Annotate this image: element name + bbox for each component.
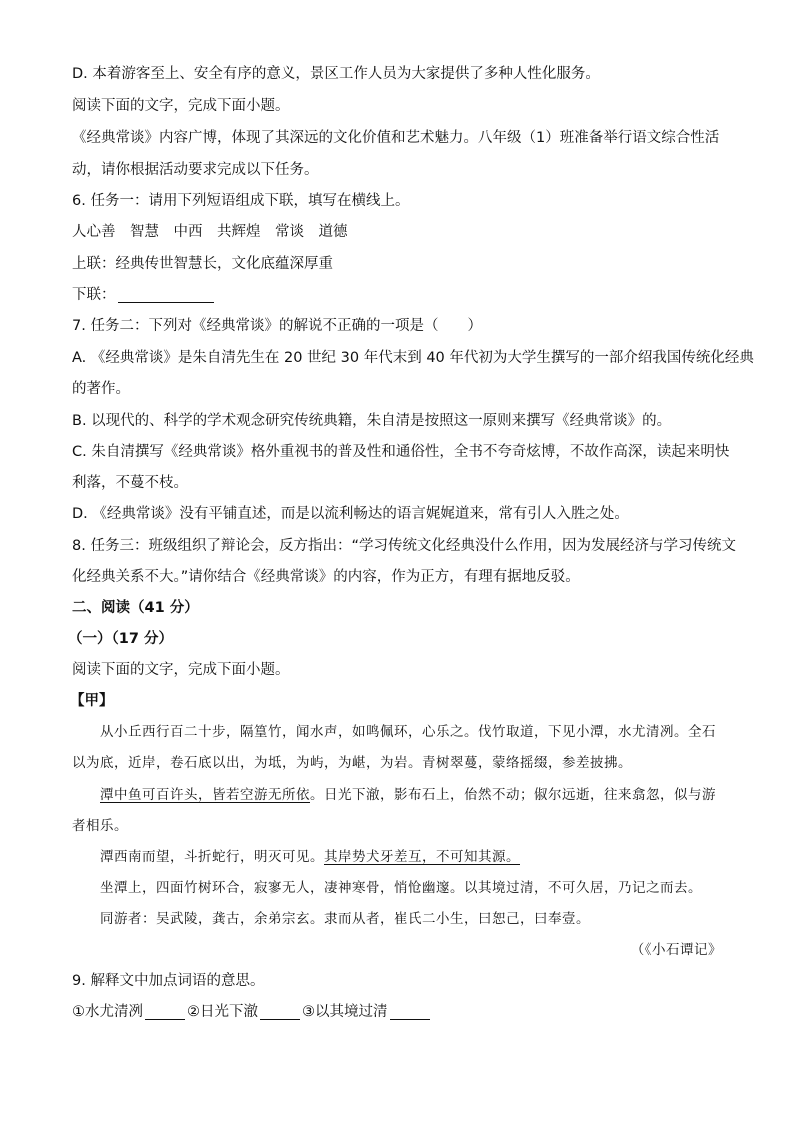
question-6-words: 人心善 智慧 中西 共辉煌 常谈 道德 — [72, 224, 348, 240]
ancient-text-line-7: 同游者：吴武陵，龚古，余弟宗玄。隶而从者，崔氏二小生，曰恕己，曰奉壹。 — [100, 911, 590, 927]
intro-line-1: 《经典常谈》内容广博，体现了其深远的文化价值和艺术魅力。八年级（1）班准备举行语文综合性活 — [72, 130, 720, 146]
intro-line-2: 动，请你根据活动要求完成以下任务。 — [72, 162, 319, 178]
answer-blank[interactable] — [390, 1001, 430, 1020]
question-7-option-b: B. 以现代的、科学的学术观念研究传统典籍，朱自清是按照这一原则来撰写《经典常谈》的。 — [72, 413, 672, 429]
question-6-lower-couplet — [72, 280, 722, 311]
underlined-sentence: 其岸势犬牙差互，不可知其源。 — [324, 849, 520, 865]
subsection-heading: （一）（17 分） — [68, 631, 173, 647]
question-7: 7. 任务二：下列对《经典常谈》的解说不正确的一项是（ ） — [72, 318, 482, 334]
answer-blank[interactable] — [260, 1001, 300, 1020]
question-7-option-d: D. 《经典常谈》没有平铺直述，而是以流利畅达的语言娓娓道来，常有引人入胜之处。 — [72, 506, 629, 522]
question-9-items: ①水尤清冽 ②日光下澈 ③以其境过清 — [72, 997, 722, 1028]
question-8-line-1: 8. 任务三：班级组织了辩论会，反方指出：“学习传统文化经典没什么作用，因为发展经济与学习传统文 — [72, 538, 736, 554]
question-6: 6. 任务一：请用下列短语组成下联，填写在横线上。 — [72, 193, 410, 209]
underlined-sentence: 潭中鱼可百许头，皆若空游无所依 — [100, 787, 310, 803]
question-6-upper-couplet: 上联：经典传世智慧长，文化底蕴深厚重 — [72, 256, 333, 272]
question-7-option-c-1: C. 朱自清撰写《经典常谈》格外重视书的普及性和通俗性，全书不夸奇炫博，不故作高深，读起来明快 — [72, 444, 730, 460]
lower-couplet-label: 下联： — [72, 287, 116, 303]
question-9: 9. 解释文中加点词语的意思。 — [72, 973, 265, 989]
ancient-text-line-2: 以为底，近岸，卷石底以出，为坻，为屿，为嵁，为岩。青树翠蔓，蒙络摇缀，参差披拂。 — [72, 755, 632, 771]
answer-blank[interactable] — [145, 1001, 185, 1020]
ancient-text-line-4: 者相乐。 — [72, 818, 128, 834]
passage-label: 【甲】 — [70, 693, 114, 709]
question-7-option-c-2: 利落，不蔓不枝。 — [72, 475, 188, 491]
source-citation: （《小石谭记》 — [630, 942, 722, 958]
question-8-line-2: 化经典关系不大。”请你结合《经典常谈》的内容，作为正方，有理有据地反驳。 — [72, 569, 580, 585]
ancient-text-line-6: 坐潭上，四面竹树环合，寂寥无人，凄神寒骨，悄怆幽邃。以其境过清，不可久居，乃记之而去。 — [100, 880, 702, 896]
section-heading: 二、阅读（41 分） — [72, 600, 199, 616]
question-7-option-a-2: 的著作。 — [72, 381, 130, 397]
option-d-line: D. 本着游客至上、安全有序的意义，景区工作人员为大家提供了多种人性化服务。 — [72, 66, 600, 82]
question-7-option-a-1: A. 《经典常谈》是朱自清先生在 20 世纪 30 年代末到 40 年代初为大学生撰写的一部介绍我国传统化经典 — [72, 350, 754, 366]
reading-prompt: 阅读下面的文字，完成下面小题。 — [72, 98, 290, 114]
ancient-text-line-5: 潭西南而望，斗折蛇行，明灭可见。其岸势犬牙差互，不可知其源。 — [100, 849, 520, 865]
answer-blank[interactable] — [118, 284, 214, 303]
ancient-text-line-3: 潭中鱼可百许头，皆若空游无所依。日光下澈，影布石上，佁然不动；俶尔远逝，往来翕忽，似与游 — [100, 787, 716, 803]
ancient-text-line-1: 从小丘西行百二十步，隔篁竹，闻水声，如鸣佩环，心乐之。伐竹取道，下见小潭，水尤清冽。全石 — [100, 724, 716, 740]
reading-prompt-2: 阅读下面的文字，完成下面小题。 — [72, 662, 290, 678]
